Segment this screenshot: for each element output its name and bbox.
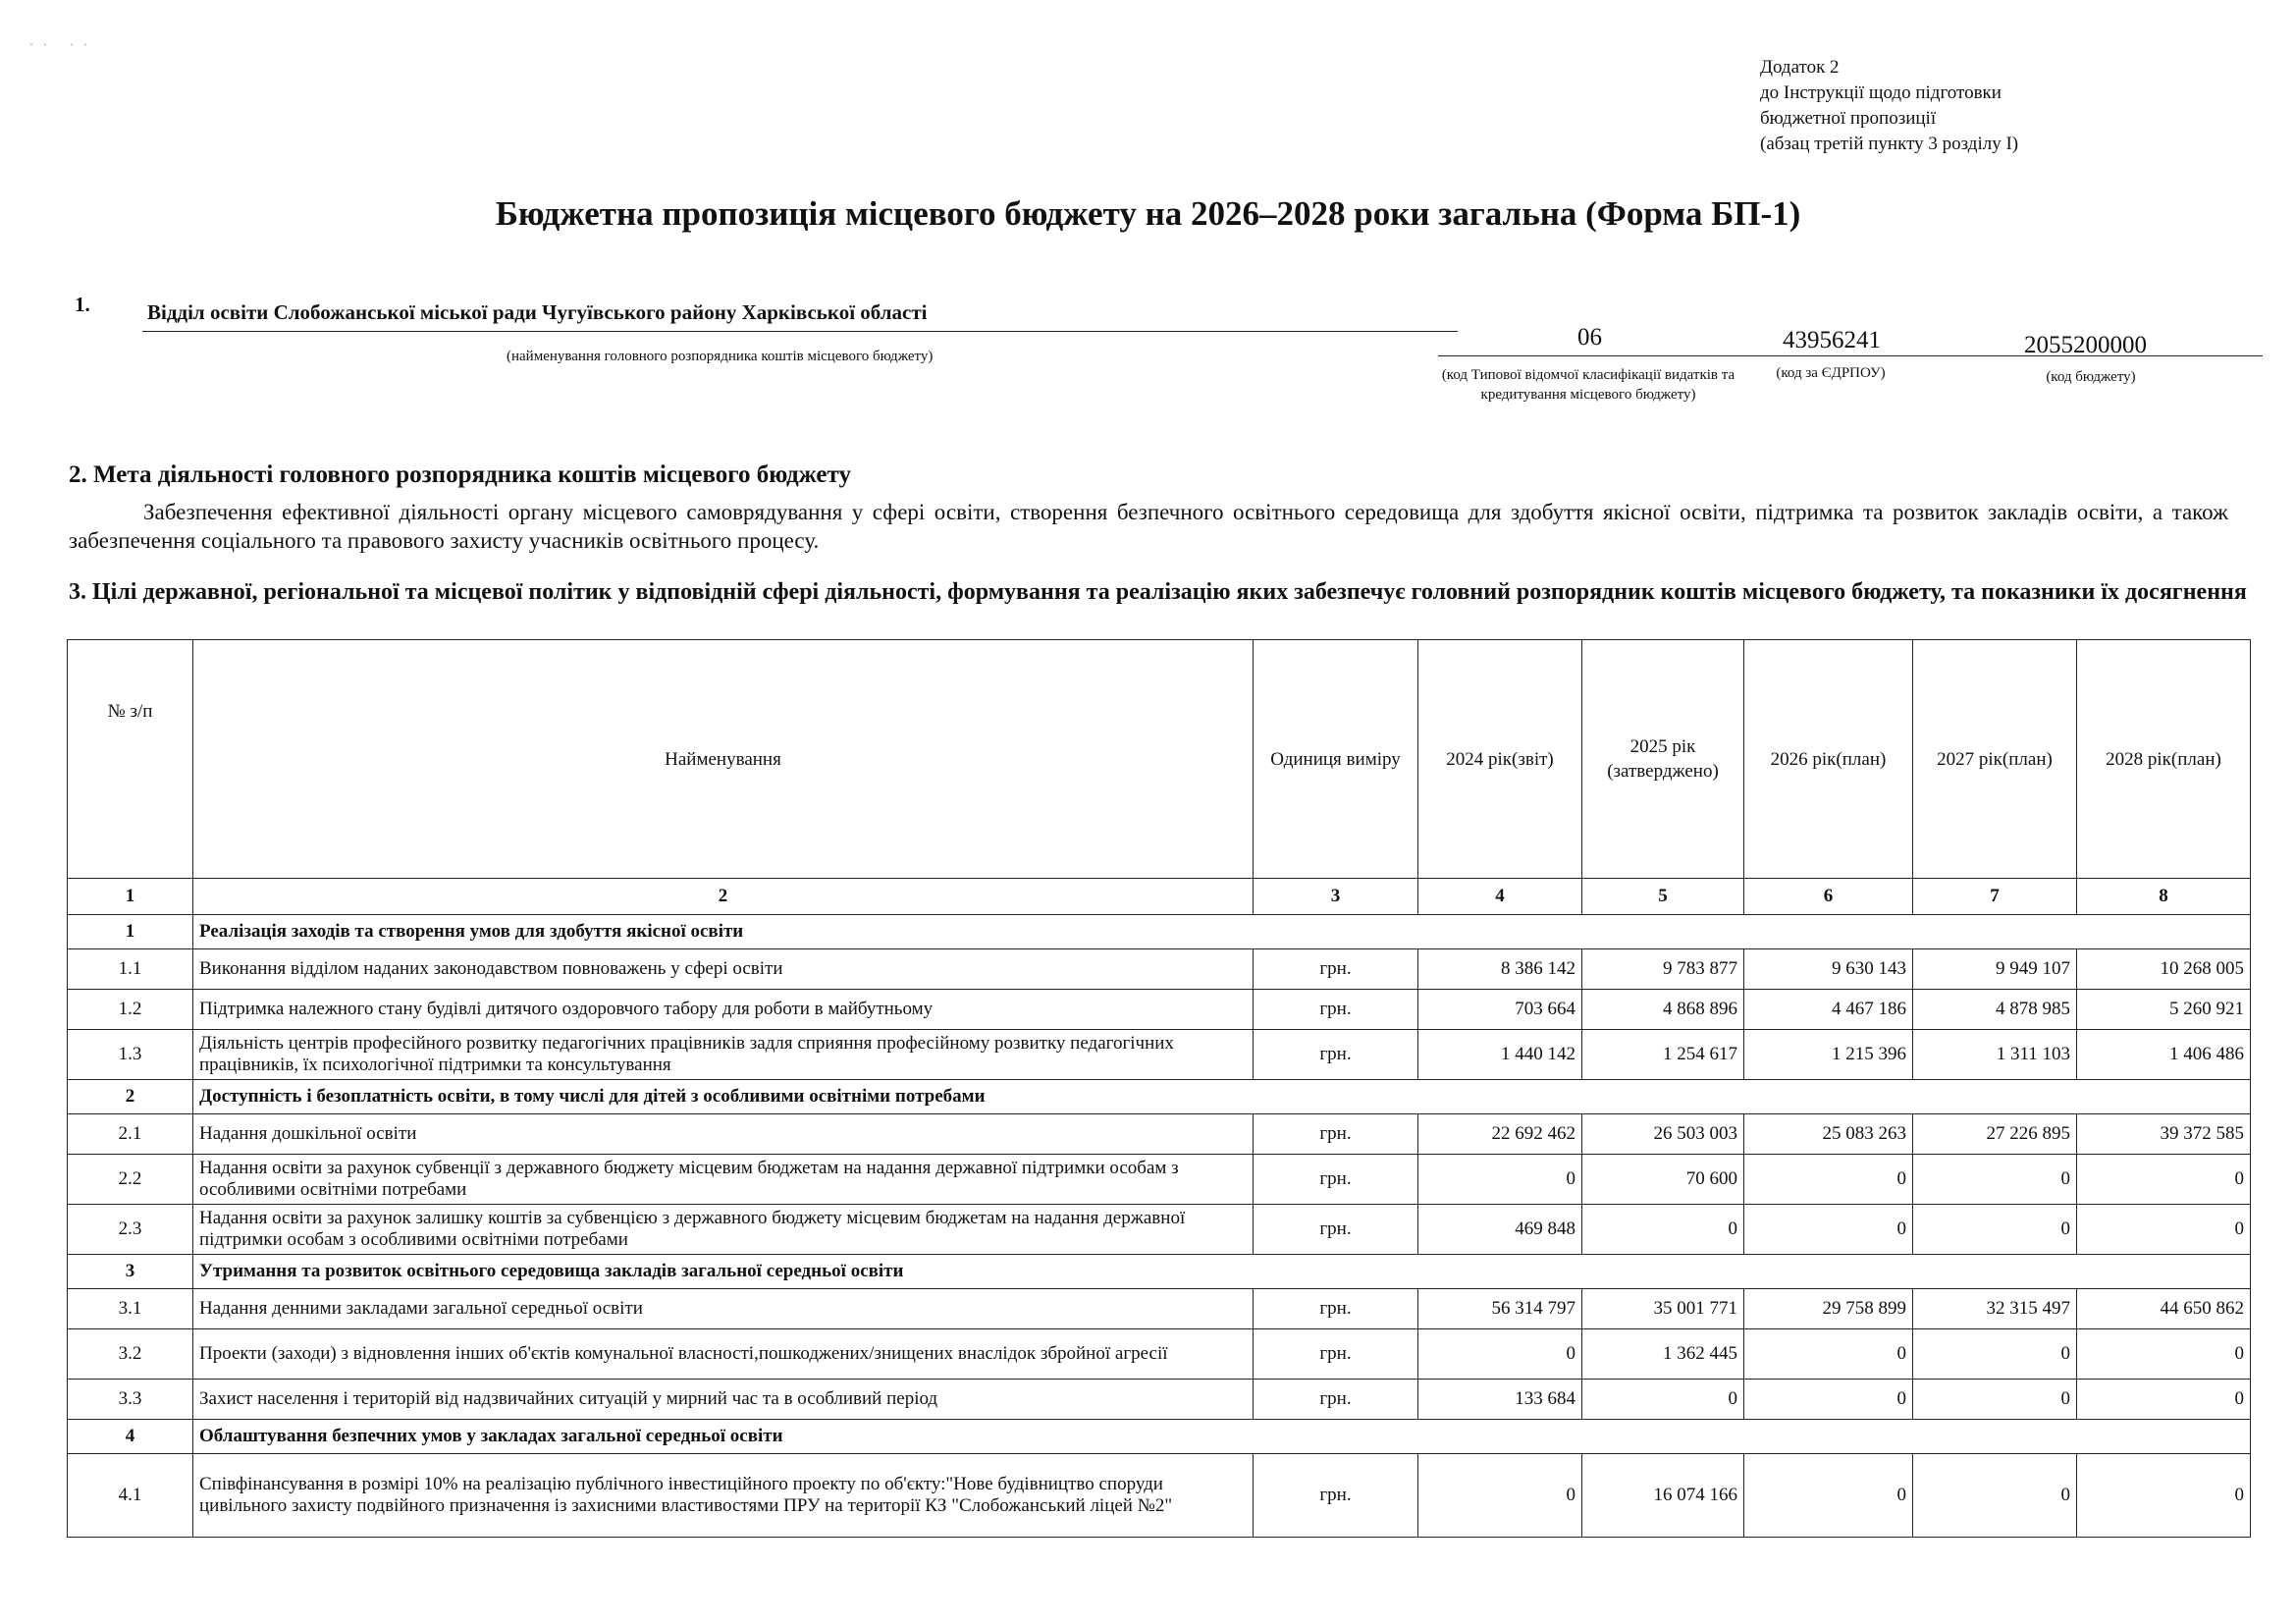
row-name: Проекти (заходи) з відновлення інших об'єктів комунальної власності,пошкоджених/знищених внаслідок збройної агресії	[193, 1329, 1254, 1380]
group-name: Утримання та розвиток освітнього середовища закладів загальної середньої освіти	[193, 1255, 2251, 1289]
row-number: 1.1	[68, 949, 193, 990]
row-value-2026: 0	[1744, 1380, 1913, 1420]
row-value-2028: 0	[2077, 1329, 2251, 1380]
organization-caption: (найменування головного розпорядника коштів місцевого бюджету)	[507, 349, 934, 364]
row-value-2028: 0	[2077, 1155, 2251, 1205]
column-number: 7	[1913, 879, 2077, 915]
annex-line: Додаток 2	[1760, 57, 1840, 78]
header-name: Найменування	[193, 640, 1254, 879]
table-row	[68, 1289, 2251, 1329]
row-number: 3.2	[68, 1329, 193, 1380]
row-value-2025: 4 868 896	[1582, 990, 1744, 1030]
budget-code: 2055200000	[2024, 332, 2147, 358]
row-name: Співфінансування в розмірі 10% на реалізацію публічного інвестиційного проекту по об'єкту:"Нове будівництво споруди цивільного захисту подвійного призначення із захисними властивостями ПРУ на території КЗ "Слобожанський ліцей №2"	[193, 1454, 1254, 1538]
row-value-2027: 0	[1913, 1155, 2077, 1205]
row-number: 3.1	[68, 1289, 193, 1329]
group-row	[68, 1420, 2251, 1454]
document-title: Бюджетна пропозиція місцевого бюджету на 2026–2028 роки загальна (Форма БП-1)	[495, 194, 1801, 233]
row-unit: грн.	[1254, 1030, 1418, 1080]
row-value-2028: 0	[2077, 1380, 2251, 1420]
table-row	[68, 1205, 2251, 1255]
group-number: 4	[68, 1420, 193, 1454]
column-number: 5	[1582, 879, 1744, 915]
row-value-2027: 32 315 497	[1913, 1289, 2077, 1329]
section3-title: 3. Цілі державної, регіональної та місцевої політик у відповідній сфері діяльності, формування та реалізацію яких забезпечує головний розпорядник коштів місцевого бюджету, та показники їх досягнення	[69, 579, 2247, 605]
row-name: Підтримка належного стану будівлі дитячого оздоровчого табору для роботи в майбутньому	[193, 990, 1254, 1030]
table-row	[68, 1454, 2251, 1538]
row-value-2028: 5 260 921	[2077, 990, 2251, 1030]
row-value-2026: 9 630 143	[1744, 949, 1913, 990]
section1-number: 1.	[75, 293, 90, 316]
row-value-2026: 0	[1744, 1205, 1913, 1255]
departmental-code-caption: (код Типової відомчої класифікації видатків та кредитування місцевого бюджету)	[1441, 367, 1735, 403]
row-number: 4.1	[68, 1454, 193, 1538]
row-value-2026: 0	[1744, 1155, 1913, 1205]
row-value-2025: 0	[1582, 1205, 1744, 1255]
row-value-2024: 133 684	[1418, 1380, 1582, 1420]
row-name: Надання освіти за рахунок субвенції з державного бюджету місцевим бюджетам на надання державної підтримки особам з особливими освітніми потребами	[193, 1155, 1254, 1205]
row-unit: грн.	[1254, 1205, 1418, 1255]
row-value-2027: 0	[1913, 1205, 2077, 1255]
row-name: Діяльність центрів професійного розвитку педагогічних працівників задля сприяння професійному розвитку педагогічних працівників, їх психологічної підтримки та консультування	[193, 1030, 1254, 1080]
row-value-2027: 0	[1913, 1329, 2077, 1380]
annex-line: (абзац третій пункту 3 розділу І)	[1760, 134, 2019, 154]
row-value-2028: 10 268 005	[2077, 949, 2251, 990]
budget-code-caption: (код бюджету)	[2046, 369, 2136, 385]
row-value-2026: 0	[1744, 1454, 1913, 1538]
row-name: Захист населення і територій від надзвичайних ситуацій у мирний час та в особливий період	[193, 1380, 1254, 1420]
row-value-2027: 9 949 107	[1913, 949, 2077, 990]
indicators-table	[67, 639, 2251, 1538]
group-number: 1	[68, 915, 193, 949]
row-number: 1.3	[68, 1030, 193, 1080]
header-unit: Одиниця виміру	[1254, 640, 1418, 879]
row-value-2027: 0	[1913, 1380, 2077, 1420]
column-numbers-row	[68, 879, 2251, 915]
row-unit: грн.	[1254, 1329, 1418, 1380]
section2-title: 2. Мета діяльності головного розпорядника коштів місцевого бюджету	[69, 461, 851, 488]
column-number: 2	[193, 879, 1254, 915]
row-value-2027: 1 311 103	[1913, 1030, 2077, 1080]
header-2027: 2027 рік(план)	[1913, 640, 2077, 879]
group-number: 3	[68, 1255, 193, 1289]
column-number: 4	[1418, 879, 1582, 915]
row-value-2025: 1 362 445	[1582, 1329, 1744, 1380]
row-value-2025: 0	[1582, 1380, 1744, 1420]
column-number: 8	[2077, 879, 2251, 915]
row-value-2024: 1 440 142	[1418, 1030, 1582, 1080]
departmental-code: 06	[1577, 324, 1602, 351]
row-value-2025: 16 074 166	[1582, 1454, 1744, 1538]
row-value-2026: 1 215 396	[1744, 1030, 1913, 1080]
group-name: Реалізація заходів та створення умов для здобуття якісної освіти	[193, 915, 2251, 949]
row-value-2027: 27 226 895	[1913, 1114, 2077, 1155]
group-row	[68, 1255, 2251, 1289]
group-number: 2	[68, 1080, 193, 1114]
row-name: Надання дошкільної освіти	[193, 1114, 1254, 1155]
row-value-2024: 0	[1418, 1155, 1582, 1205]
row-value-2024: 56 314 797	[1418, 1289, 1582, 1329]
row-value-2025: 9 783 877	[1582, 949, 1744, 990]
edrpou-code: 43956241	[1783, 327, 1881, 353]
annex-note	[1760, 55, 2018, 157]
row-name: Надання освіти за рахунок залишку коштів за субвенцією з державного бюджету місцевим бюджетам на надання державної підтримки особам з особливими освітніми потребами	[193, 1205, 1254, 1255]
row-value-2026: 4 467 186	[1744, 990, 1913, 1030]
column-number: 6	[1744, 879, 1913, 915]
row-number: 2.1	[68, 1114, 193, 1155]
table-row	[68, 949, 2251, 990]
row-unit: грн.	[1254, 1289, 1418, 1329]
organization-underline	[142, 331, 1458, 332]
table-row	[68, 1155, 2251, 1205]
row-value-2024: 703 664	[1418, 990, 1582, 1030]
row-unit: грн.	[1254, 949, 1418, 990]
row-value-2024: 0	[1418, 1329, 1582, 1380]
scan-artifact: ·· ··	[29, 37, 97, 51]
group-name: Облаштування безпечних умов у закладах загальної середньої освіти	[193, 1420, 2251, 1454]
row-number: 2.2	[68, 1155, 193, 1205]
table-row	[68, 1030, 2251, 1080]
annex-line: бюджетної пропозиції	[1760, 108, 1937, 129]
edrpou-code-caption: (код за ЄДРПОУ)	[1776, 365, 1886, 381]
header-2028: 2028 рік(план)	[2077, 640, 2251, 879]
group-row	[68, 915, 2251, 949]
row-unit: грн.	[1254, 1454, 1418, 1538]
row-value-2024: 8 386 142	[1418, 949, 1582, 990]
header-2025: 2025 рік (затверджено)	[1582, 640, 1744, 879]
row-value-2028: 39 372 585	[2077, 1114, 2251, 1155]
row-unit: грн.	[1254, 990, 1418, 1030]
row-value-2026: 0	[1744, 1329, 1913, 1380]
row-value-2024: 22 692 462	[1418, 1114, 1582, 1155]
group-name: Доступність і безоплатність освіти, в тому числі для дітей з особливими освітніми потребами	[193, 1080, 2251, 1114]
row-name: Надання денними закладами загальної середньої освіти	[193, 1289, 1254, 1329]
row-value-2025: 35 001 771	[1582, 1289, 1744, 1329]
header-number: № з/п	[68, 640, 193, 879]
row-value-2028: 44 650 862	[2077, 1289, 2251, 1329]
row-value-2025: 70 600	[1582, 1155, 1744, 1205]
table-header-row	[68, 640, 2251, 879]
row-value-2025: 26 503 003	[1582, 1114, 1744, 1155]
row-unit: грн.	[1254, 1155, 1418, 1205]
row-value-2027: 0	[1913, 1454, 2077, 1538]
row-unit: грн.	[1254, 1114, 1418, 1155]
row-value-2024: 0	[1418, 1454, 1582, 1538]
annex-line: до Інструкції щодо підготовки	[1760, 82, 2002, 103]
table-row	[68, 1380, 2251, 1420]
row-number: 2.3	[68, 1205, 193, 1255]
row-number: 1.2	[68, 990, 193, 1030]
table-row	[68, 1114, 2251, 1155]
row-value-2028: 0	[2077, 1205, 2251, 1255]
row-value-2025: 1 254 617	[1582, 1030, 1744, 1080]
table-row	[68, 990, 2251, 1030]
row-value-2028: 0	[2077, 1454, 2251, 1538]
group-row	[68, 1080, 2251, 1114]
row-number: 3.3	[68, 1380, 193, 1420]
organization-name: Відділ освіти Слобожанської міської ради Чугуївського району Харківської області	[147, 300, 928, 324]
section2-text: Забезпечення ефективної діяльності органу місцевого самоврядування у сфері освіти, створення безпечного освітнього середовища для здобуття якісної освіти, підтримка та розвиток закладів освіти, а також забезпечення соціального та правового захисту учасників освітнього процесу.	[69, 500, 2228, 553]
row-value-2024: 469 848	[1418, 1205, 1582, 1255]
row-unit: грн.	[1254, 1380, 1418, 1420]
row-value-2027: 4 878 985	[1913, 990, 2077, 1030]
column-number: 3	[1254, 879, 1418, 915]
row-name: Виконання відділом наданих законодавством повноважень у сфері освіти	[193, 949, 1254, 990]
header-2024: 2024 рік(звіт)	[1418, 640, 1582, 879]
row-value-2026: 25 083 263	[1744, 1114, 1913, 1155]
table-row	[68, 1329, 2251, 1380]
header-2026: 2026 рік(план)	[1744, 640, 1913, 879]
column-number: 1	[68, 879, 193, 915]
row-value-2026: 29 758 899	[1744, 1289, 1913, 1329]
row-value-2028: 1 406 486	[2077, 1030, 2251, 1080]
